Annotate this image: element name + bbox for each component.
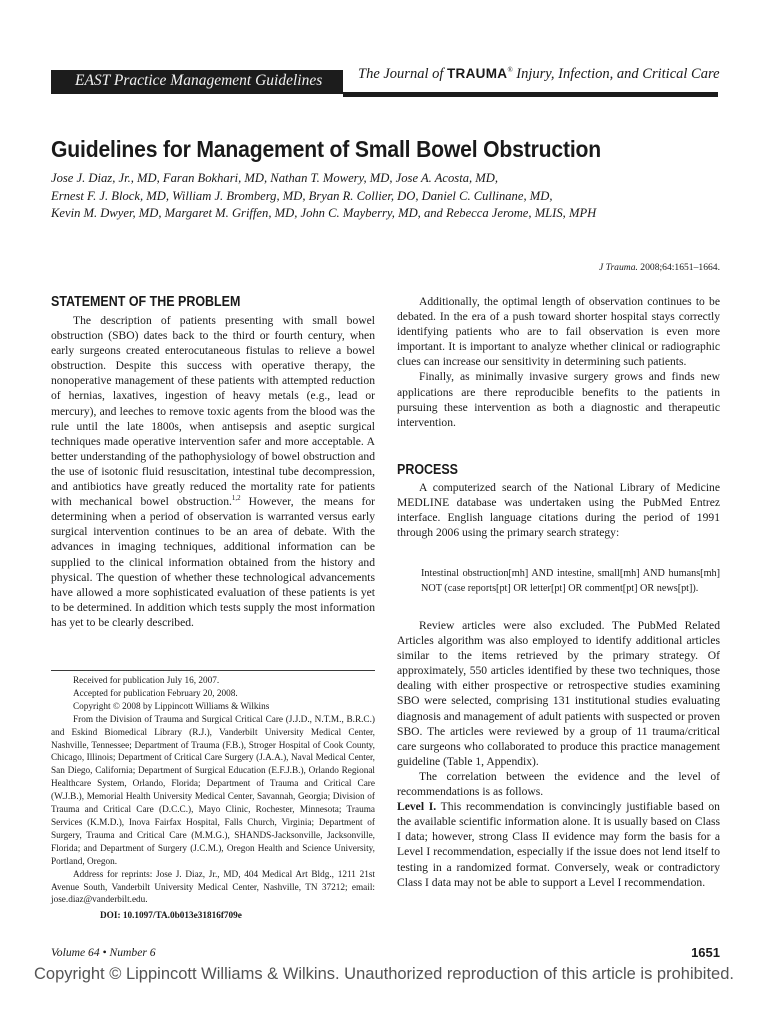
level-text: This recommendation is convincingly justifiable based on the available scientific information alone. It is usually based on Class I data; however, strong Class II evidence may form the basis for a Level I recommendation, especially if the issue does not lend itself to testing in a randomized format. Conversely, weak or contradictory Class I data may not be able to support a Level I recommendation. bbox=[397, 800, 720, 889]
paragraph: Review articles were also excluded. The PubMed Related Articles algorithm was also employed to identify additional articles similar to the items retrieved by the primary strategy. Of approximately, 550 articles identified by these two techniques, those dealing with either prospective or retrospective studies examining SBO were selected, comprising 131 institutional studies evaluating diagnosis and management of adult patients with suspected or proven SBO. The articles were reviewed by a group of 11 trauma/critical care surgeons who collaborated to produce this practice management guideline (Table 1, Appendix). bbox=[397, 619, 720, 768]
copyright-notice: Copyright © Lippincott Williams & Wilkins. Unauthorized reproduction of this article is prohibited. bbox=[34, 965, 734, 983]
author-list bbox=[51, 170, 731, 223]
accepted-date: Accepted for publication February 20, 2008. bbox=[73, 688, 238, 699]
paragraph bbox=[51, 313, 375, 630]
paragraph: A computerized search of the National Library of Medicine MEDLINE database was undertaken using the PubMed Entrez interface. English language citations during the period of 1991 through 2006 using the primary search strategy: bbox=[397, 481, 720, 540]
process-intro bbox=[397, 480, 720, 540]
section-label: EAST Practice Management Guidelines bbox=[75, 72, 323, 89]
text: However, the means for determining when a period of observation is warranted versus early surgical intervention continues to be an area of debate. With the advances in imaging techniques, additional information can be supplied to the clinical information obtained from the history and physical. The question of whether these technological advancements have allowed a more sophisticated evaluation of these patients is yet to be determined. In addition which tests supply the most information has yet to be clearly described. bbox=[51, 495, 375, 629]
process-heading: PROCESS bbox=[397, 462, 458, 478]
paragraph: Finally, as minimally invasive surgery grows and finds new applications are there reproducible benefits to the patients in pursuing these intervention as both a diagnostic and therapeutic intervention. bbox=[397, 370, 720, 429]
registered-mark: ® bbox=[507, 66, 513, 75]
page-number: 1651 bbox=[691, 945, 720, 960]
statement-heading: STATEMENT OF THE PROBLEM bbox=[51, 294, 241, 310]
paragraph: Additionally, the optimal length of observation continues to be debated. In the era of a push toward shorter hospital stays correctly identifying patients who are to fail observation is even more important. It is important to analyze whether clinical or radiographic clues can increase our sensitivity in determining such patients. bbox=[397, 295, 720, 369]
author-line: Kevin M. Dwyer, MD, Margaret M. Griffen, MD, John C. Mayberry, MD, and Rebecca Jerome, MLIS, MPH bbox=[51, 206, 597, 220]
process-body bbox=[397, 618, 720, 890]
footnote bbox=[51, 675, 375, 923]
author-line: Jose J. Diaz, Jr., MD, Faran Bokhari, MD, Nathan T. Mowery, MD, Jose A. Acosta, MD, bbox=[51, 171, 499, 185]
reprint-address: Address for reprints: Jose J. Diaz, Jr., MD, 404 Medical Art Bldg., 1211 21st Avenue South, Vanderbilt University Medical Center, Nashville, TN 37212; email: jose.diaz@vanderbilt.edu. bbox=[51, 869, 375, 906]
statement-body bbox=[51, 313, 375, 630]
volume: Volume 64 bbox=[51, 946, 100, 959]
level-label: Level I. bbox=[397, 800, 437, 814]
level-paragraph bbox=[397, 799, 720, 890]
volume-info bbox=[51, 946, 156, 959]
footnote-divider bbox=[51, 670, 375, 671]
citation-journal: J Trauma. bbox=[598, 262, 638, 273]
paragraph: The correlation between the evidence and the level of recommendations is as follows. bbox=[397, 769, 720, 799]
journal-prefix: The Journal of bbox=[358, 66, 448, 82]
received-date: Received for publication July 16, 2007. bbox=[73, 676, 220, 686]
author-line: Ernest F. J. Block, MD, William J. Bromberg, MD, Bryan R. Collier, DO, Daniel C. Cullinane, MD, bbox=[51, 188, 553, 203]
copyright-line: Copyright © 2008 by Lippincott Williams & Wilkins bbox=[73, 701, 270, 712]
issue-number: Number 6 bbox=[109, 946, 156, 959]
journal-name bbox=[358, 66, 720, 83]
article-title: Guidelines for Management of Small Bowel Obstruction bbox=[51, 136, 602, 162]
header-rule bbox=[343, 92, 718, 97]
journal-suffix: Injury, Infection, and Critical Care bbox=[512, 66, 720, 82]
affiliations: From the Division of Trauma and Surgical Critical Care (J.J.D., N.T.M., B.R.C.) and Eskind Biomedical Library (R.J.), Vanderbilt University Medical Center, Nashville, Tennessee; Department of Trauma (F.B.), Stroger Hospital of Cook County, Chicago, Illinois; Department of Critical Care Surgery (J.A.A.), Naval Medical Center, San Diego, California; Department of Surgical Education (E.F.J.B.), Orlando Regional Healthcare System, Orlando, Florida; Department of Trauma and Critical Care (W.J.B.), Memorial Health University Medical Center, Savannah, Georgia; Division of Trauma and Critical Care (D.C.C.), Mayo Clinic, Rochester, Minnesota; Trauma Services (K.M.D.), Inova Fairfax Hospital, Falls Church, Virginia; Department of Surgery, Trauma and Critical Care (M.M.G.), SHANDS-Jacksonville, Jacksonville, Florida; and Department of Surgery (J.C.M.), Oregon Health and Science University, Portland, Oregon. bbox=[51, 714, 375, 867]
statement-continued bbox=[397, 294, 720, 430]
journal-brand: TRAUMA bbox=[447, 66, 508, 81]
reference: 1,2 bbox=[231, 494, 241, 503]
bullet: • bbox=[102, 946, 107, 959]
doi: DOI: 10.1097/TA.0b013e31816f709e bbox=[100, 911, 242, 922]
citation bbox=[599, 262, 720, 273]
text: The description of patients presenting with small bowel obstruction (SBO) dates back to the third or fourth century, when early surgeons created enterocutaneous fistulas to relieve a bowel obstruction. Despite this success with operative therapy, the nonoperative management of these patients with attempted reduction of hernias, laxatives, ingestion of heavy metals (e.g., lead or mercury), and leeches to remove toxic agents from the blood was the rule until the late 1800s, when antisepsis and aseptic surgical techniques made operative intervention safer and more acceptable. A better understanding of the pathophysiology of bowel obstruction and the use of isotonic fluid resuscitation, intestinal tube decompression, and antibiotics have greatly reduced the mortality rate for patients with mechanical bowel obstruction. bbox=[51, 314, 375, 509]
citation-detail: 2008;64:1651–1664. bbox=[637, 262, 720, 273]
search-strategy: Intestinal obstruction[mh] AND intestine, small[mh] AND humans[mh] NOT (case reports[pt] OR letter[pt] OR comment[pt] OR news[pt]). bbox=[421, 568, 720, 594]
